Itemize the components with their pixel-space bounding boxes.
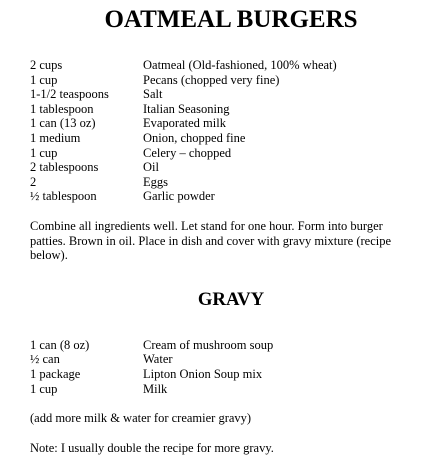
ingredient-name: Oatmeal (Old-fashioned, 100% wheat) — [143, 58, 337, 72]
ingredient-quantity: 1 cup — [30, 145, 58, 160]
ingredient-quantity: 1 cup — [30, 72, 58, 87]
gravy-note: Note: I usually double the recipe for more gravy. — [30, 440, 274, 455]
ingredient-row — [30, 116, 410, 131]
ingredient-row — [30, 73, 410, 88]
ingredient-quantity: 2 cups — [30, 58, 63, 72]
burgers-instructions: Combine all ingredients well. Let stand for one hour. Form into burger patties. Brown in oil. Place in dish and cover with gravy mixture (recipe below). — [30, 218, 392, 263]
ingredient-quantity: 1 can (13 oz) — [30, 116, 96, 131]
ingredient-quantity: 1 cup — [30, 381, 58, 396]
ingredient-row — [30, 189, 410, 204]
ingredient-name: Eggs — [143, 174, 168, 189]
ingredient-quantity: 1 package — [30, 366, 81, 381]
ingredient-row — [30, 367, 410, 382]
ingredient-quantity: 2 tablespoons — [30, 160, 99, 175]
ingredient-quantity: 2 — [30, 174, 37, 189]
ingredient-row — [30, 58, 410, 73]
ingredient-row — [30, 382, 410, 397]
ingredient-name: Pecans (chopped very fine) — [143, 72, 280, 87]
burgers-ingredient-list — [30, 58, 410, 204]
ingredient-name: Evaporated milk — [143, 116, 226, 131]
ingredient-name: Onion, chopped fine — [143, 130, 246, 145]
ingredient-name: Garlic powder — [143, 189, 215, 204]
ingredient-row — [30, 352, 410, 367]
ingredient-quantity: 1-1/2 teaspoons — [30, 87, 109, 102]
ingredient-name: Water — [143, 352, 173, 367]
ingredient-row — [30, 175, 410, 190]
ingredient-row — [30, 146, 410, 161]
ingredient-row — [30, 131, 410, 146]
ingredient-name: Celery – chopped — [143, 145, 232, 160]
ingredient-quantity: ½ can — [30, 352, 60, 367]
gravy-ingredient-list — [30, 338, 410, 396]
ingredient-name: Lipton Onion Soup mix — [143, 366, 263, 381]
ingredient-quantity: 1 can (8 oz) — [30, 337, 90, 352]
ingredient-quantity: ½ tablespoon — [30, 189, 97, 204]
ingredient-name: Cream of mushroom soup — [143, 337, 274, 352]
ingredient-row — [30, 102, 410, 117]
recipe-title-gravy: GRAVY — [197, 288, 265, 310]
ingredient-name: Milk — [143, 381, 168, 396]
ingredient-name: Oil — [143, 160, 159, 175]
ingredient-name: Salt — [143, 87, 163, 102]
ingredient-quantity: 1 tablespoon — [30, 101, 94, 116]
ingredient-quantity: 1 medium — [30, 130, 81, 145]
recipe-title-oatmeal-burgers: OATMEAL BURGERS — [104, 6, 358, 33]
ingredient-name: Italian Seasoning — [143, 101, 230, 116]
gravy-tip: (add more milk & water for creamier gravy) — [30, 411, 252, 426]
ingredient-row — [30, 87, 410, 102]
recipe-document — [30, 6, 410, 455]
ingredient-row — [30, 338, 410, 353]
ingredient-row — [30, 160, 410, 175]
